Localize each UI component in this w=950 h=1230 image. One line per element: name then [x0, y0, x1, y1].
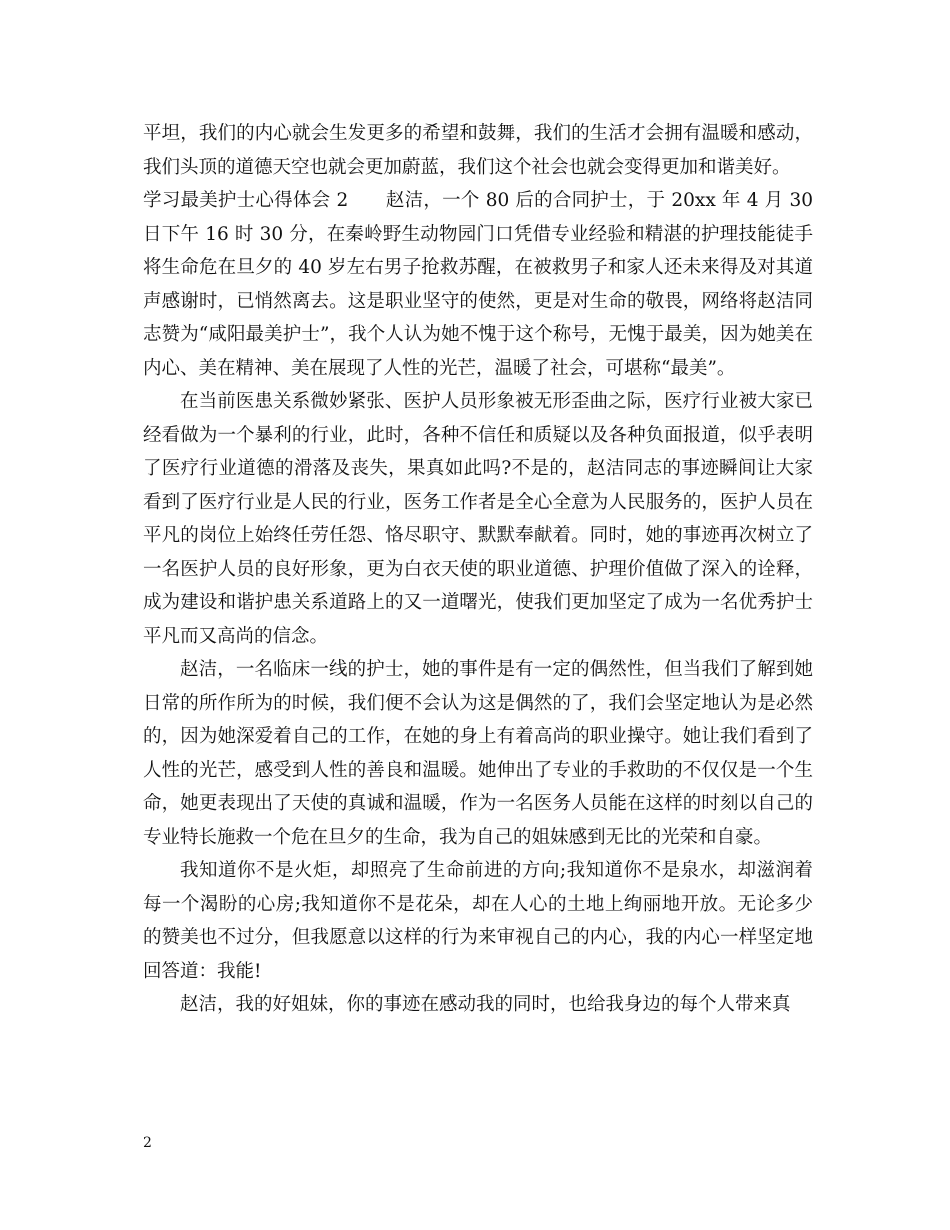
- paragraph-continuation: 平坦，我们的内心就会生发更多的希望和鼓舞，我们的生活才会拥有温暖和感动，我们头顶的道德天空也就会更加蔚蓝，我们这个社会也就会变得更加和谐美好。: [143, 123, 813, 178]
- paragraph-clinical-nurse: 赵洁，一名临床一线的护士，她的事件是有一定的偶然性，但当我们了解到她日常的所作所为的时候，我们便不会认为这是偶然的了，我们会坚定地认为是必然的，因为她深爱着自己的工作，在她的身上有着高尚的职业操守。她让我们看到了人性的光芒，感受到人性的善良和温暖。她伸出了专业的手救助的不仅仅是一个生命，她更表现出了天使的真诚和温暖，作为一名医务人员能在这样的时刻以自己的专业特长施救一个危在旦夕的生命，我为自己的姐妹感到无比的光荣和自豪。: [143, 659, 813, 848]
- page-number: 2: [143, 1135, 152, 1151]
- document-body: [143, 117, 813, 1022]
- paragraph-i-know-you: 我知道你不是火炬，却照亮了生命前进的方向;我知道你不是泉水，却滋润着每一个渴盼的心房;我知道你不是花朵，却在人心的土地上绚丽地开放。无论多少的赞美也不过分，但我愿意以这样的行为来审视自己的内心，我的内心一样坚定地回答道：我能!: [143, 860, 813, 982]
- paragraph-medical-industry: 在当前医患关系微妙紧张、医护人员形象被无形歪曲之际，医疗行业被大家已经看做为一个暴利的行业，此时，各种不信任和质疑以及各种负面报道，似乎表明了医疗行业道德的滑落及丧失，果真如此吗?不是的，赵洁同志的事迹瞬间让大家看到了医疗行业是人民的行业，医务工作者是全心全意为人民服务的，医护人员在平凡的岗位上始终任劳任怨、恪尽职守、默默奉献着。同时，她的事迹再次树立了一名医护人员的良好形象，更为白衣天使的职业道德、护理价值做了深入的诠释，成为建设和谐护患关系道路上的又一道曙光，使我们更加坚定了成为一名优秀护士平凡而又高尚的信念。: [143, 391, 813, 647]
- paragraph-good-sister: 赵洁，我的好姐妹，你的事迹在感动我的同时，也给我身边的每个人带来真: [180, 994, 791, 1015]
- paragraph-section-heading-2: 学习最美护士心得体会 2 赵洁，一个 80 后的合同护士，于 20xx 年 4 月 30 日下午 16 时 30 分，在秦岭野生动物园门口凭借专业经验和精湛的护理技能徒手将生命危在旦夕的 40 岁左右男子抢救苏醒，在被救男子和家人还未来得及对其道声感谢时，已悄然离去。这是职业坚守的使然，更是对生命的敬畏，网络将赵洁同志赞为“咸阳最美护士”，我个人认为她不愧于这个称号，无愧于最美，因为她美在内心、美在精神、美在展现了人性的光芒，温暖了社会，可堪称“最美”。: [143, 190, 813, 379]
